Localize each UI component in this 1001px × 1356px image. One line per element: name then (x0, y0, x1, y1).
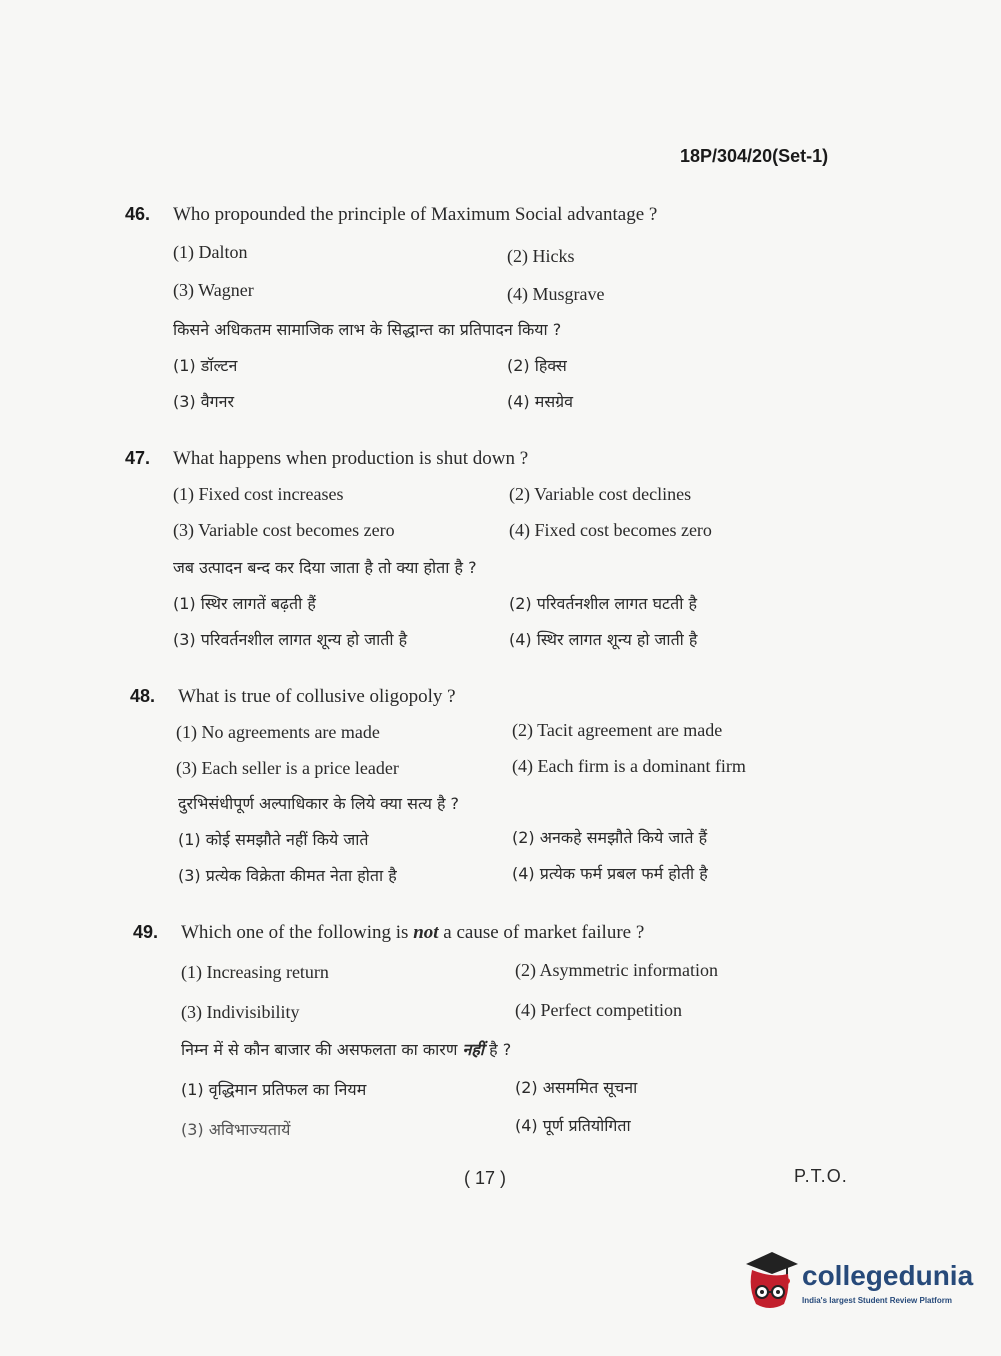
paper-code: 18P/304/20(Set-1) (680, 146, 829, 166)
option-2-hi: (2) अनकहे समझौते किये जाते हैं (512, 828, 708, 847)
option-3-hi: (3) प्रत्येक विक्रेता कीमत नेता होता है (178, 866, 397, 885)
question-text-hi-start: निम्न में से कौन बाजार की असफलता का कारण (181, 1040, 458, 1059)
question-text-hi: किसने अधिकतम सामाजिक लाभ के सिद्धान्त का प्रतिपादन किया ? (173, 320, 562, 339)
option-2-en: (2) Hicks (507, 246, 575, 266)
option-3-en: (3) Variable cost becomes zero (173, 520, 395, 540)
question-text-en-start: Which one of the following is (181, 922, 409, 943)
logo-wordmark: collegedunia (802, 1260, 974, 1291)
question-text-en (181, 922, 644, 944)
option-2-hi: (2) परिवर्तनशील लागत घटती है (509, 594, 697, 613)
mascot-icon (742, 1248, 800, 1314)
option-2-hi: (2) हिक्स (507, 356, 567, 375)
option-4-hi: (4) पूर्ण प्रतियोगिता (515, 1116, 631, 1135)
question-text-en-end: a cause of market failure ? (443, 922, 645, 943)
question-text-hi: दुरभिसंधीपूर्ण अल्पाधिकार के लिये क्या सत्य है ? (178, 794, 460, 813)
option-4-en: (4) Perfect competition (515, 1000, 682, 1020)
option-3-hi: (3) परिवर्तनशील लागत शून्य हो जाती है (173, 630, 408, 649)
option-1-en: (1) Fixed cost increases (173, 484, 344, 504)
option-1-hi: (1) डॉल्टन (173, 356, 238, 375)
option-1-hi: (1) कोई समझौते नहीं किये जाते (178, 830, 369, 849)
option-3-hi: (3) वैगनर (173, 392, 235, 411)
option-2-en: (2) Asymmetric information (515, 960, 718, 980)
option-4-hi: (4) स्थिर लागत शून्य हो जाती है (509, 630, 698, 649)
question-number: 49. (133, 922, 159, 942)
question-text-en: What is true of collusive oligopoly ? (178, 686, 456, 707)
question-text-hi-emphasis: नहीं (462, 1040, 485, 1059)
question-text-hi: जब उत्पादन बन्द कर दिया जाता है तो क्या होता है ? (173, 558, 477, 577)
logo-tagline: India's largest Student Review Platform (802, 1296, 952, 1305)
option-2-en: (2) Tacit agreement are made (512, 720, 723, 740)
option-3-en: (3) Each seller is a price leader (176, 758, 399, 778)
option-4-en: (4) Fixed cost becomes zero (509, 520, 712, 540)
option-4-en: (4) Musgrave (507, 284, 605, 304)
option-3-en: (3) Indivisibility (181, 1002, 300, 1022)
question-text-en: What happens when production is shut down ? (173, 448, 529, 469)
question-number: 47. (125, 448, 151, 468)
collegedunia-logo (742, 1248, 972, 1318)
question-text-hi (181, 1038, 511, 1060)
option-1-en: (1) Increasing return (181, 962, 329, 982)
page-number: ( 17 ) (464, 1168, 507, 1188)
question-number: 46. (125, 204, 151, 224)
question-text-en-emphasis: not (413, 922, 439, 943)
question-text-hi-end: है ? (489, 1040, 512, 1059)
option-2-en: (2) Variable cost declines (509, 484, 692, 504)
option-3-hi: (3) अविभाज्यतायें (181, 1120, 291, 1139)
question-number: 48. (130, 686, 156, 706)
option-1-hi: (1) स्थिर लागतें बढ़ती हैं (173, 594, 316, 613)
option-1-hi: (1) वृद्धिमान प्रतिफल का नियम (181, 1080, 367, 1099)
option-4-hi: (4) प्रत्येक फर्म प्रबल फर्म होती है (512, 864, 708, 883)
option-4-en: (4) Each firm is a dominant firm (512, 756, 746, 776)
option-1-en: (1) Dalton (173, 242, 248, 262)
option-4-hi: (4) मसग्रेव (507, 392, 574, 411)
option-3-en: (3) Wagner (173, 280, 254, 300)
option-2-hi: (2) असममित सूचना (515, 1078, 638, 1097)
question-text-en: Who propounded the principle of Maximum Social advantage ? (173, 204, 658, 225)
option-1-en: (1) No agreements are made (176, 722, 380, 742)
pto-label: P.T.O. (794, 1166, 848, 1186)
